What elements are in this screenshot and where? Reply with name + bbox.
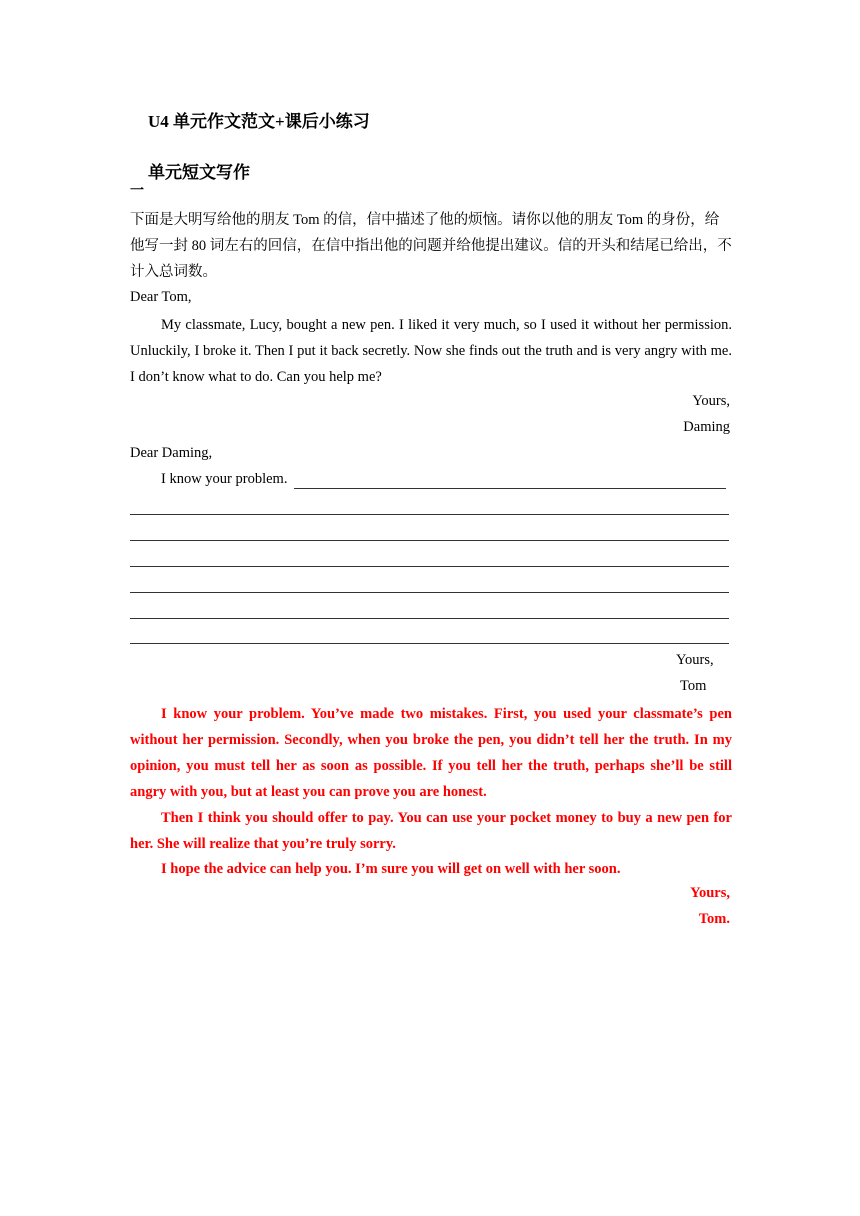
answer-paragraph: I hope the advice can help you. I’m sure you will get on well with her soon. bbox=[161, 861, 621, 877]
answer-paragraph: Then I think you should offer to pay. You can use your pocket money to buy a new pen for her. She will realize that you’re truly sorry. bbox=[130, 810, 732, 852]
answer-blank-line[interactable] bbox=[294, 488, 726, 489]
letter-closing: Yours, bbox=[692, 393, 730, 409]
task-prompt: 下面是大明写给他的朋友 Tom 的信，信中描述了他的烦恼。请你以他的朋友 Tom 的身份，给他写一封 80 词左右的回信，在信中指出他的问题并给他提出建议。信的开头和结尾已给出，不计入总词数。 bbox=[130, 212, 732, 280]
section-number: 一 bbox=[130, 184, 144, 199]
answer-closing: Yours, bbox=[690, 885, 730, 901]
letter-signature: Daming bbox=[683, 419, 730, 435]
page-title: U4 单元作文范文+课后小练习 bbox=[148, 112, 370, 131]
answer-signature: Tom. bbox=[698, 911, 730, 927]
answer-blank-line[interactable] bbox=[130, 514, 729, 515]
reply-signature: Tom bbox=[680, 678, 707, 694]
answer-blank-line[interactable] bbox=[130, 618, 729, 619]
reply-opening bbox=[161, 471, 287, 488]
answer-blank-line[interactable] bbox=[130, 592, 729, 593]
reply-greeting: Dear Daming, bbox=[130, 445, 213, 461]
reply-closing: Yours, bbox=[676, 652, 714, 668]
letter-body: My classmate, Lucy, bought a new pen. I liked it very much, so I used it without her permission. Unluckily, I broke it. Then I put it back secretly. Now she finds out the truth and is very angry with me. I don’t know what to do. Can you help me? bbox=[130, 317, 732, 385]
reply-opening-text: I know your problem. bbox=[161, 471, 288, 487]
answer-blank-line[interactable] bbox=[130, 540, 729, 541]
answer-paragraph: I know your problem. You’ve made two mistakes. First, you used your classmate’s pen without her permission. Secondly, when you broke the pen, you didn’t tell her the truth. In my opinion, you must tell her as soon as possible. If you tell her the truth, perhaps she’ll be still angry with you, but at least you can prove you are honest. bbox=[130, 706, 732, 800]
answer-blank-line[interactable] bbox=[130, 643, 729, 644]
section-title: 单元短文写作 bbox=[148, 163, 250, 182]
answer-blank-line[interactable] bbox=[130, 566, 729, 567]
letter-greeting: Dear Tom, bbox=[130, 289, 192, 305]
